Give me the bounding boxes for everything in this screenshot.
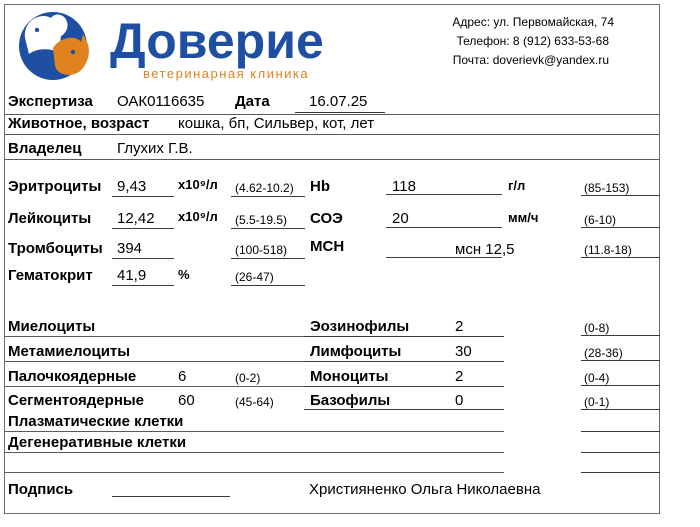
rbc-value: 9,43 — [117, 178, 147, 195]
hct-underline — [112, 285, 174, 286]
hct-range-underline — [231, 285, 305, 286]
esr-label: СОЭ — [310, 210, 343, 227]
wbc-underline — [112, 228, 174, 229]
basophils-range-underline — [581, 409, 660, 410]
signature-name: Християненко Ольга Николаевна — [309, 481, 541, 498]
clinic-name: Доверие — [110, 13, 324, 69]
basophils-range: (0-1) — [584, 395, 610, 409]
animal-age-label: Животное, возраст — [8, 115, 150, 132]
band-value: 6 — [178, 368, 187, 385]
clinic-address: Адрес: ул. Первомайская, 74 — [452, 15, 614, 29]
mch-label: MCH — [310, 238, 345, 255]
band-range: (0-2) — [235, 371, 261, 385]
blank-line — [4, 472, 504, 473]
right-blank-line-2 — [581, 452, 660, 453]
hb-value: 118 — [392, 178, 416, 195]
segmented-label: Сегментоядерные — [8, 392, 145, 409]
basophils-label: Базофилы — [310, 392, 391, 409]
band-line — [4, 386, 304, 387]
signature-line — [112, 496, 230, 497]
eosinophils-underline — [304, 336, 504, 337]
dog-cat-logo-icon — [9, 8, 101, 82]
mch-value: мсн 12,5 — [455, 241, 515, 258]
rbc-range-underline — [231, 196, 305, 197]
rbc-underline — [112, 196, 174, 197]
mch-underline — [386, 257, 502, 258]
hct-unit: % — [178, 267, 190, 282]
lymphocytes-value: 30 — [455, 343, 472, 360]
plt-range-underline — [231, 258, 305, 259]
monocytes-underline — [304, 386, 504, 387]
clinic-phone: Телефон: 8 (912) 633-53-68 — [456, 34, 609, 48]
myelocytes-line — [4, 336, 304, 337]
esr-range-underline — [581, 227, 660, 228]
wbc-label: Лейкоциты — [8, 210, 92, 227]
lymphocytes-underline — [304, 361, 504, 362]
basophils-value: 0 — [455, 392, 464, 409]
monocytes-range: (0-4) — [584, 371, 610, 385]
clinic-tagline: ветеринарная клиника — [143, 66, 310, 81]
divider-2 — [4, 134, 660, 135]
mch-range: (11.8-18) — [584, 243, 632, 257]
eosinophils-value: 2 — [455, 318, 464, 335]
plasma-line — [4, 431, 504, 432]
metamyelocytes-label: Метамиелоциты — [8, 343, 131, 360]
segmented-value: 60 — [178, 392, 195, 409]
monocytes-value: 2 — [455, 368, 464, 385]
eosinophils-range: (0-8) — [584, 321, 610, 335]
hb-range-underline — [581, 195, 660, 196]
esr-unit: мм/ч — [508, 210, 539, 225]
eosinophils-label: Эозинофилы — [310, 318, 410, 335]
expertise-value: ОАК0116635 — [117, 93, 205, 110]
rbc-unit: х10⁹/л — [178, 177, 218, 192]
wbc-range-underline — [231, 228, 305, 229]
date-underline — [295, 112, 385, 113]
right-blank-line-1 — [581, 431, 660, 432]
hb-underline — [386, 194, 502, 195]
lymphocytes-range: (28-36) — [584, 346, 623, 360]
clinic-logo — [9, 8, 101, 82]
degenerative-line — [4, 452, 504, 453]
owner-label: Владелец — [8, 140, 82, 157]
esr-value: 20 — [392, 210, 409, 227]
right-blank-line-3 — [581, 472, 660, 473]
date-label: Дата — [235, 93, 270, 110]
clinic-email: Почта: doverievk@yandex.ru — [452, 53, 609, 67]
lymphocytes-range-underline — [581, 360, 660, 361]
date-value: 16.07.25 — [309, 93, 368, 110]
wbc-value: 12,42 — [117, 210, 155, 227]
plt-range: (100-518) — [235, 243, 288, 257]
wbc-unit: х10⁹/л — [178, 209, 218, 224]
owner-value: Глухих Г.В. — [117, 140, 193, 157]
rbc-range: (4.62-10.2) — [235, 181, 294, 195]
esr-range: (6-10) — [584, 213, 617, 227]
esr-underline — [386, 227, 502, 228]
segmented-range: (45-64) — [235, 395, 274, 409]
signature-label: Подпись — [8, 481, 74, 498]
monocytes-range-underline — [581, 385, 660, 386]
plt-underline — [112, 258, 174, 259]
divider-3 — [4, 159, 660, 160]
eosinophils-range-underline — [581, 335, 660, 336]
hct-range: (26-47) — [235, 270, 274, 284]
hct-label: Гематокрит — [8, 267, 93, 284]
plt-value: 394 — [117, 240, 143, 257]
mch-range-underline — [581, 257, 660, 258]
plt-label: Тромбоциты — [8, 240, 103, 257]
hb-unit: г/л — [508, 178, 526, 193]
myelocytes-label: Миелоциты — [8, 318, 96, 335]
degenerative-cells-label: Дегенеративные клетки — [8, 434, 187, 451]
hb-label: Hb — [310, 178, 330, 195]
metamyelocytes-line — [4, 361, 304, 362]
monocytes-label: Моноциты — [310, 368, 389, 385]
rbc-label: Эритроциты — [8, 178, 102, 195]
plasma-cells-label: Плазматические клетки — [8, 413, 184, 430]
hb-range: (85-153) — [584, 181, 630, 195]
basophils-underline — [304, 409, 504, 410]
wbc-range: (5.5-19.5) — [235, 213, 288, 227]
animal-age-value: кошка, бп, Сильвер, кот, лет — [178, 115, 375, 132]
lymphocytes-label: Лимфоциты — [310, 343, 402, 360]
hct-value: 41,9 — [117, 267, 147, 284]
expertise-label: Экспертиза — [8, 93, 93, 110]
band-label: Палочкоядерные — [8, 368, 137, 385]
